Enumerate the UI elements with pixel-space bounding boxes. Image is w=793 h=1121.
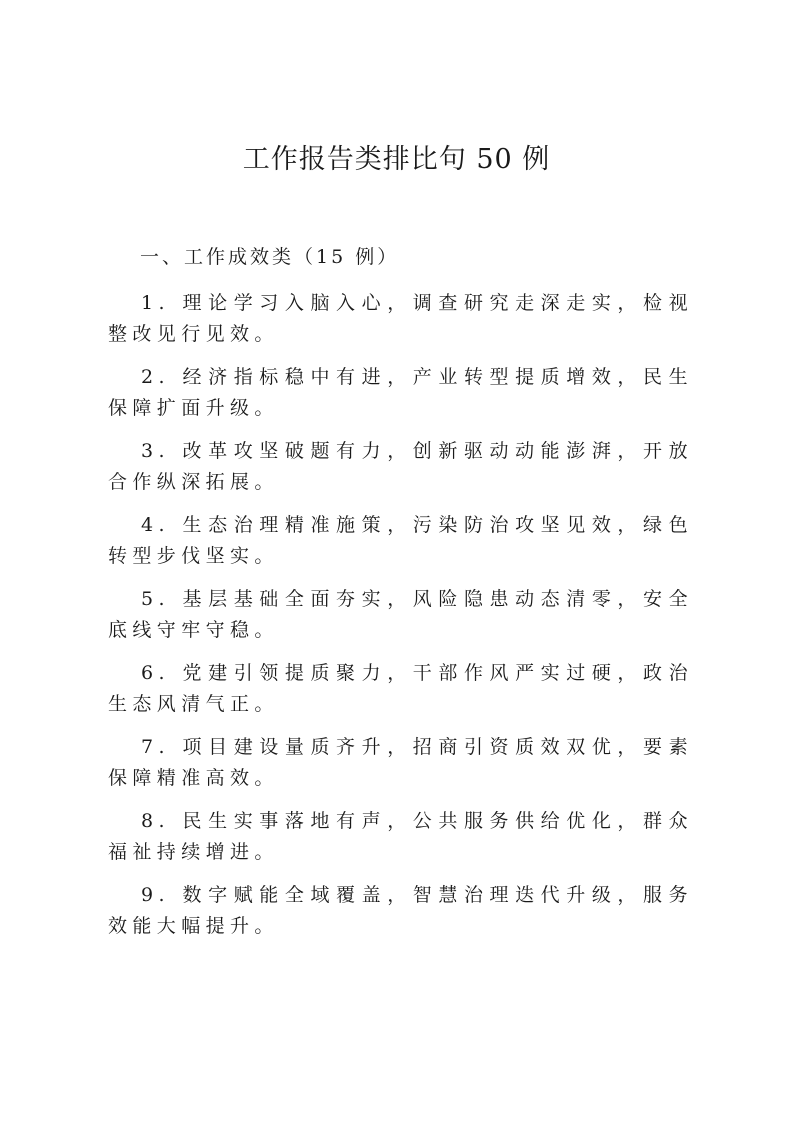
list-item: 9. 数字赋能全域覆盖，智慧治理迭代升级，服务效能大幅提升。 xyxy=(108,884,693,937)
list-item: 3. 改革攻坚破题有力，创新驱动动能澎湃，开放合作纵深拓展。 xyxy=(108,440,693,493)
list-item: 6. 党建引领提质聚力，干部作风严实过硬，政治生态风清气正。 xyxy=(108,662,693,715)
list-item: 5. 基层基础全面夯实，风险隐患动态清零，安全底线守牢守稳。 xyxy=(108,588,693,641)
list-item: 4. 生态治理精准施策，污染防治攻坚见效，绿色转型步伐坚实。 xyxy=(108,514,693,567)
page-title: 工作报告类排比句 50 例 xyxy=(242,144,551,175)
section-heading: 一、工作成效类（15 例） xyxy=(140,246,400,268)
list-item: 7. 项目建设量质齐升，招商引资质效双优，要素保障精准高效。 xyxy=(108,736,693,789)
item-list xyxy=(108,288,693,954)
list-item: 1. 理论学习入脑入心，调查研究走深走实，检视整改见行见效。 xyxy=(108,292,693,345)
list-item: 8. 民生实事落地有声，公共服务供给优化，群众福祉持续增进。 xyxy=(108,810,693,863)
list-item: 2. 经济指标稳中有进，产业转型提质增效，民生保障扩面升级。 xyxy=(108,366,693,419)
